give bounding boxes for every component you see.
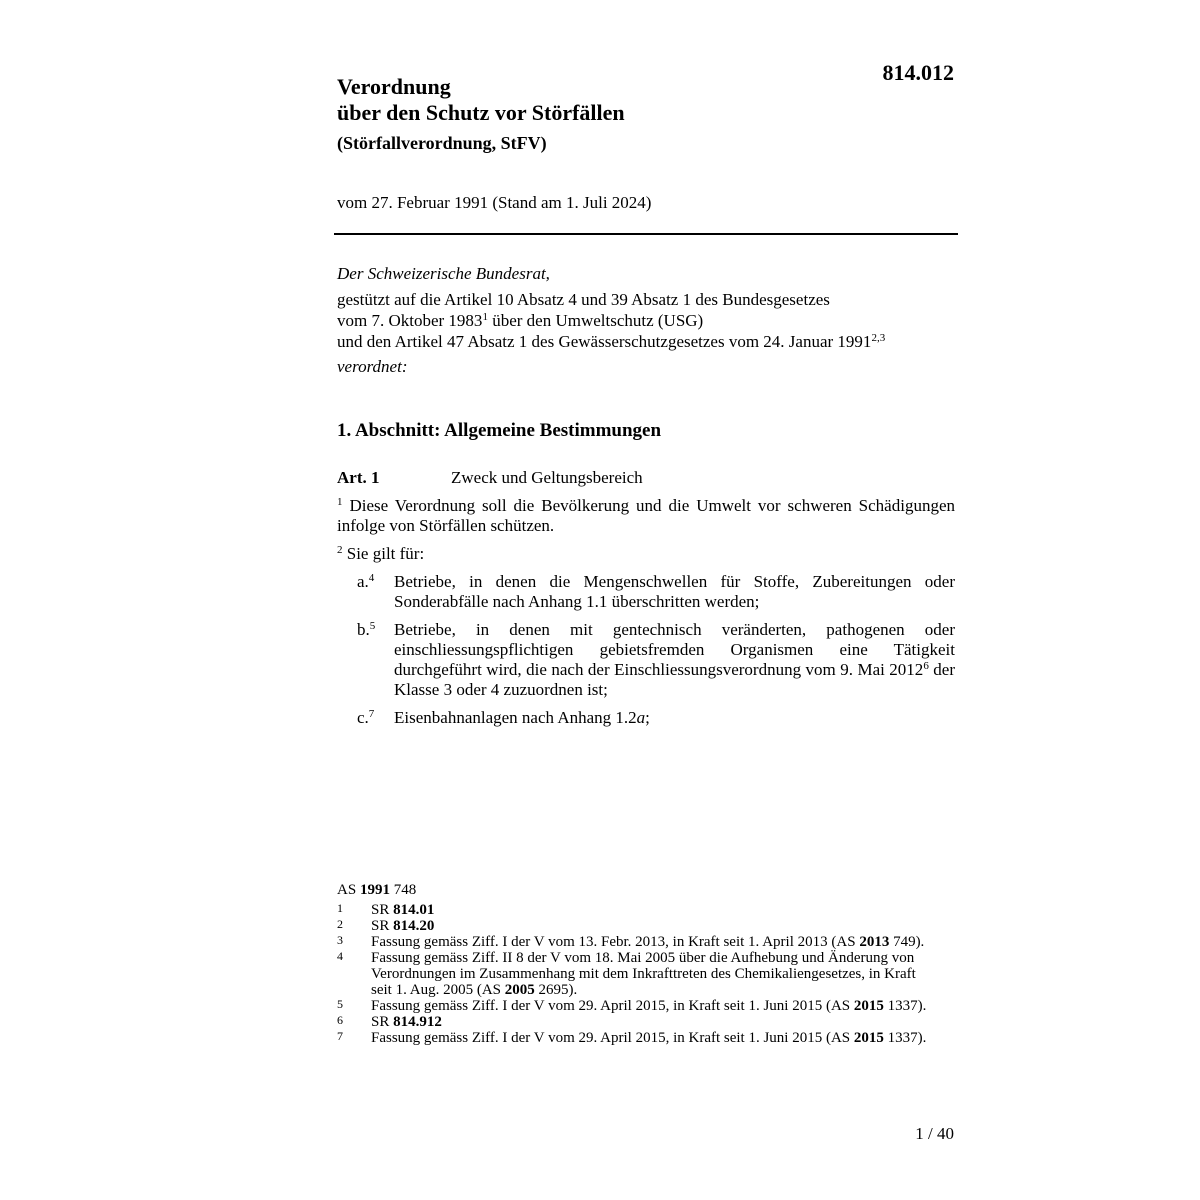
as-year: 1991	[359, 882, 390, 898]
preamble	[337, 263, 957, 377]
footnote	[337, 950, 937, 998]
as-page: 748	[389, 882, 417, 898]
footnote-number: 5	[337, 997, 343, 1011]
list-item-a	[357, 572, 955, 612]
footnote	[337, 998, 937, 1014]
footnote	[337, 918, 937, 934]
item-text-c: ;	[645, 708, 650, 727]
footnote-text	[371, 934, 937, 950]
paragraph-number: 2	[337, 543, 343, 556]
footnote-number: 1	[337, 901, 343, 915]
footnote-text-bold: 2015	[853, 998, 884, 1014]
footnotes	[337, 882, 937, 1046]
subtitle: (Störfallverordnung, StFV)	[337, 133, 547, 153]
article-paragraph-2	[337, 544, 955, 564]
item-text-italic: a	[636, 708, 646, 727]
date-line: vom 27. Februar 1991 (Stand am 1. Juli 2024)	[337, 193, 652, 212]
item-letter: c.	[357, 708, 369, 727]
preamble-line-2	[337, 310, 957, 331]
sr-number: 814.012	[882, 60, 954, 85]
footnote-text-bold: 2005	[504, 982, 535, 998]
preamble-line-3-text: und den Artikel 47 Absatz 1 des Gewässerschutzgesetzes vom 24. Januar 1991	[337, 332, 872, 351]
preamble-line-1: gestützt auf die Artikel 10 Absatz 4 und 39 Absatz 1 des Bundesgesetzes	[337, 290, 830, 309]
as-reference	[337, 882, 937, 898]
footnote-text	[371, 998, 937, 1014]
list-item-c	[357, 708, 955, 728]
item-text	[394, 708, 955, 728]
footnote-number: 2	[337, 917, 343, 931]
footnote-text-a: SR	[371, 918, 394, 934]
footnote-number: 3	[337, 933, 343, 947]
item-label	[357, 708, 394, 728]
preamble-issuer: Der Schweizerische Bundesrat,	[337, 264, 550, 283]
footnote-text-c: 2695).	[534, 982, 578, 998]
footnote-text-a: Fassung gemäss Ziff. II 8 der V vom 18. Mai 2005 über die Aufhebung und Änderung von Verordnungen im Zusammenhang mit dem Inkrafttreten des Chemikaliengesetzes, in Kraft seit 1. Aug. 2005 (AS	[371, 950, 916, 998]
footnote-text-c: 1337).	[883, 998, 927, 1014]
footnote-text	[371, 902, 937, 918]
footnote-text-bold: 814.20	[393, 918, 435, 934]
item-text	[394, 572, 955, 612]
item-letter: a.	[357, 572, 369, 591]
footnote	[337, 1030, 937, 1046]
preamble-line-2-text-b: über den Umweltschutz (USG)	[487, 311, 704, 330]
item-text-a: Betriebe, in denen mit gentechnisch veränderten, pathogenen oder einschliessungspflichtigen gebietsfremden Organismen eine Tätigkeit durchgeführt wird, die nach der Einschliessungsverordnung vom 9. Mai 2012	[394, 620, 955, 679]
title-line-1: Verordnung	[337, 74, 451, 99]
item-text-a: Eisenbahnanlagen nach Anhang 1.2	[394, 708, 637, 727]
as-prefix: AS	[337, 882, 360, 898]
page-number: 1 / 40	[915, 1124, 954, 1143]
footnote-text-bold: 814.01	[393, 902, 435, 918]
footnote-text-a: Fassung gemäss Ziff. I der V vom 13. Febr. 2013, in Kraft seit 1. April 2013 (AS	[371, 934, 860, 950]
footnote-text	[371, 1014, 937, 1030]
article-title: Zweck und Geltungsbereich	[451, 468, 643, 487]
footnote-text-bold: 2015	[853, 1030, 884, 1046]
paragraph-text: Diese Verordnung soll die Bevölkerung und die Umwelt vor schweren Schädigungen infolge von Störfällen schützen.	[337, 496, 955, 535]
footnote-ref: 6	[923, 659, 929, 672]
footnote-text-a: SR	[371, 1014, 394, 1030]
preamble-line-2-text-a: vom 7. Oktober 1983	[337, 311, 483, 330]
preamble-verordnet: verordnet:	[337, 357, 408, 376]
title-block	[337, 74, 625, 155]
header-rule	[334, 233, 958, 235]
paragraph-text: Sie gilt für:	[342, 544, 425, 563]
list-item-b	[357, 620, 955, 700]
title-line-2: über den Schutz vor Störfällen	[337, 100, 625, 125]
paragraph-number: 1	[337, 495, 343, 508]
footnote-list	[337, 902, 937, 1046]
footnote-text	[371, 1030, 937, 1046]
article-heading	[337, 468, 955, 488]
item-label	[357, 620, 394, 700]
footnote-text-a: Fassung gemäss Ziff. I der V vom 29. April 2015, in Kraft seit 1. Juni 2015 (AS	[371, 998, 854, 1014]
item-letter: b.	[357, 620, 370, 639]
footnote-text-a: SR	[371, 902, 394, 918]
footnote-number: 6	[337, 1013, 343, 1027]
item-text-a: Betriebe, in denen die Mengenschwellen für Stoffe, Zubereitungen oder Sonderabfälle nach Anhang 1.1 überschritten werden;	[394, 572, 955, 611]
footnote	[337, 902, 937, 918]
item-text	[394, 620, 955, 700]
footnote-text	[371, 950, 937, 998]
footnote-ref: 1	[482, 310, 488, 323]
footnote-ref: 2,3	[871, 331, 886, 344]
footnote-number: 4	[337, 949, 343, 963]
footnote-ref: 7	[368, 707, 375, 720]
footnote	[337, 934, 937, 950]
footnote-text	[371, 918, 937, 934]
footnote	[337, 1014, 937, 1030]
item-text-b: der Klasse 3 oder 4 zuzuordnen ist;	[394, 660, 955, 699]
item-label	[357, 572, 394, 612]
footnote-text-bold: 814.912	[393, 1014, 442, 1030]
preamble-line-3	[337, 331, 957, 352]
footnote-text-c: 749).	[889, 934, 925, 950]
footnote-ref: 4	[368, 571, 375, 584]
article-1	[337, 468, 955, 736]
footnote-text-bold: 2013	[859, 934, 890, 950]
footnote-ref: 5	[369, 619, 376, 632]
footnote-text-c: 1337).	[883, 1030, 927, 1046]
article-paragraph-1	[337, 496, 955, 536]
footnote-number: 7	[337, 1029, 343, 1043]
article-label: Art. 1	[337, 468, 380, 487]
section-heading: 1. Abschnitt: Allgemeine Bestimmungen	[337, 420, 662, 441]
footnote-text-a: Fassung gemäss Ziff. I der V vom 29. April 2015, in Kraft seit 1. Juni 2015 (AS	[371, 1030, 854, 1046]
